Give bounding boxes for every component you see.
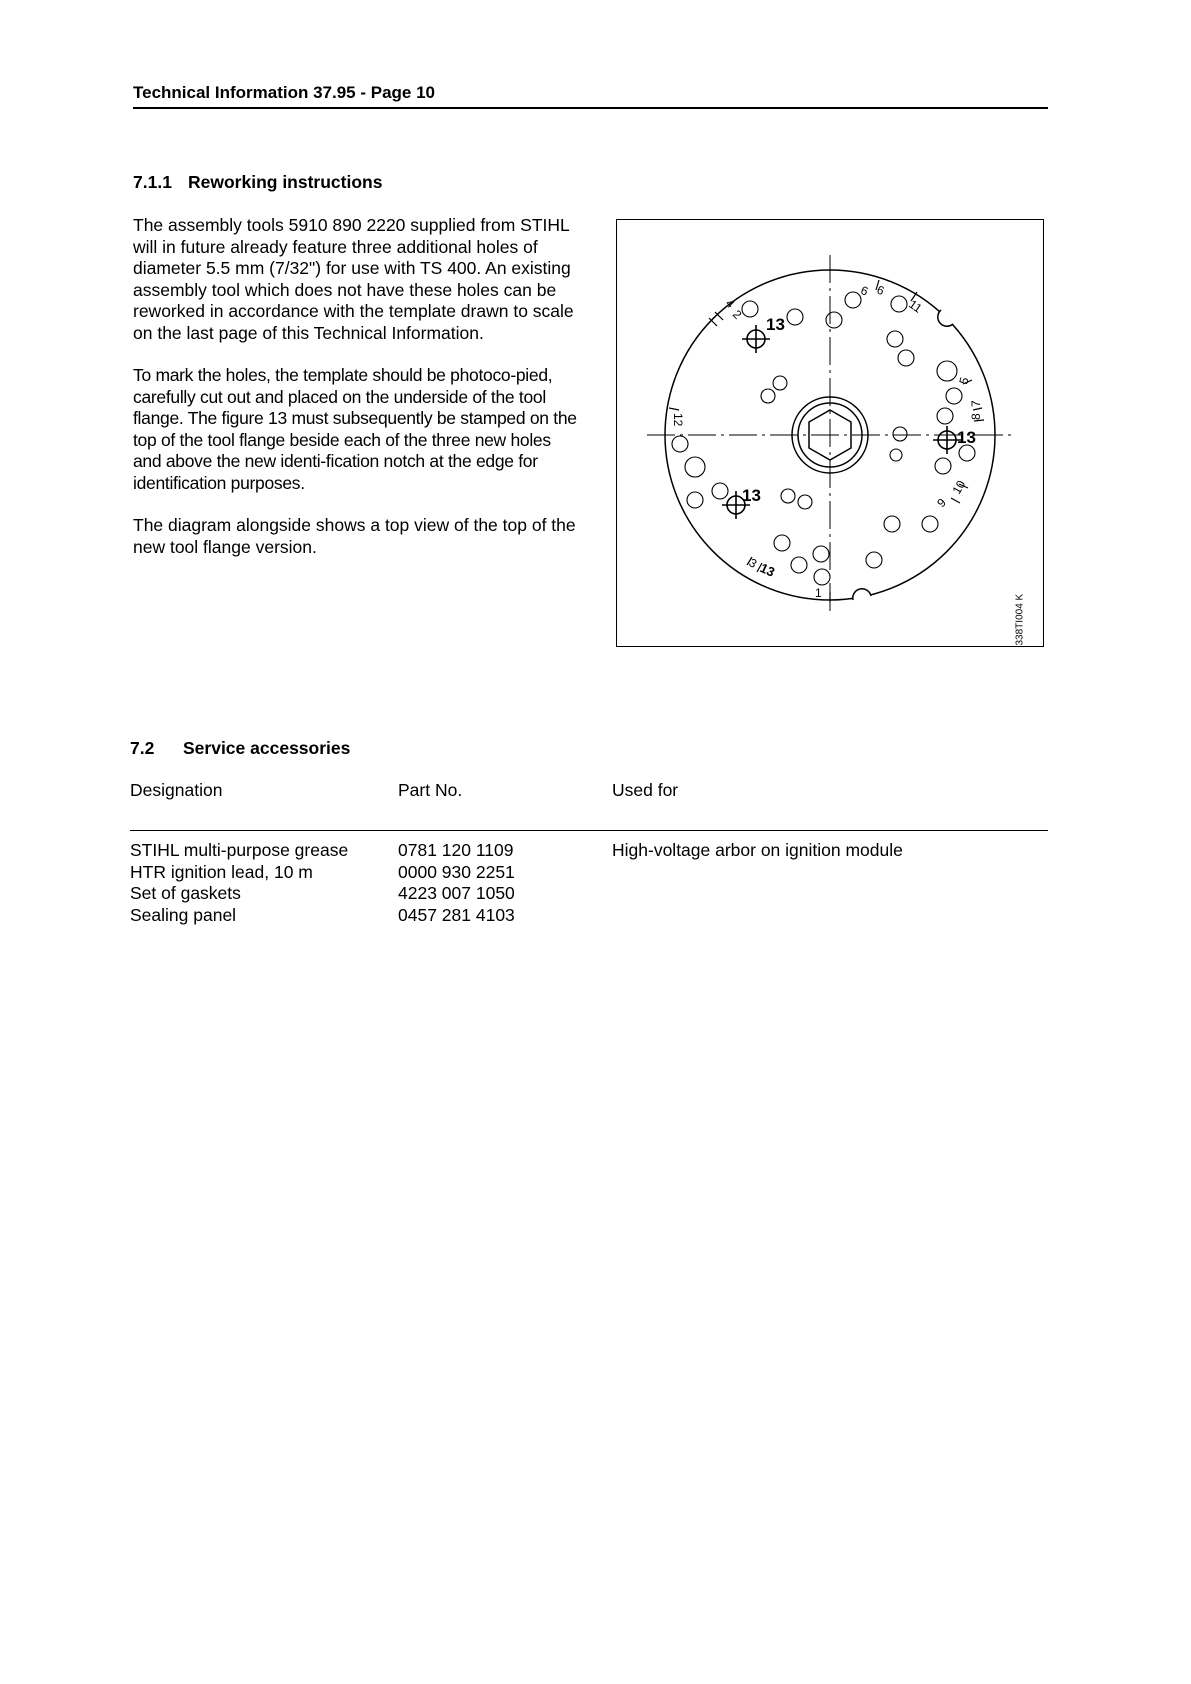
column-header-designation: Designation — [130, 780, 223, 800]
hole — [814, 569, 830, 585]
cell-part-no: 0000 930 2251 — [398, 861, 515, 882]
section-72-number: 7.2 — [130, 738, 155, 758]
cell-designation: STIHL multi-purpose grease — [130, 840, 349, 860]
label-7: 7 — [969, 400, 983, 407]
hole — [791, 557, 807, 573]
hole — [672, 436, 688, 452]
cell-designation: Set of gaskets — [130, 883, 241, 903]
hole — [761, 389, 775, 403]
table-row — [130, 840, 1048, 862]
marker-label-notch: 13 — [757, 560, 778, 580]
table-row — [130, 862, 1048, 884]
section-711-heading — [133, 172, 382, 193]
hole — [887, 331, 903, 347]
label-6: 6 — [874, 282, 887, 299]
label-11: 11 — [906, 296, 925, 316]
hole — [687, 492, 703, 508]
hole — [959, 445, 975, 461]
column-header-part-no: Part No. — [398, 780, 463, 800]
tool-flange-svg — [617, 220, 1045, 648]
hole — [712, 483, 728, 499]
label-3: 3 — [746, 555, 760, 571]
cell-used-for: High-voltage arbor on ignition module — [612, 840, 903, 860]
hole — [787, 309, 803, 325]
marker-label-bottom-left: 13 — [742, 486, 761, 505]
notch-bottom — [853, 589, 871, 600]
label-2: 2 — [729, 307, 745, 322]
hole — [891, 296, 907, 312]
marker-label-right: 13 — [957, 428, 976, 447]
hole — [937, 361, 957, 381]
cell-designation: HTR ignition lead, 10 m — [130, 861, 313, 882]
section-711-title: Reworking instructions — [188, 172, 383, 192]
label-9a: 9 — [934, 495, 949, 511]
cell-designation: Sealing panel — [130, 904, 237, 925]
hole — [781, 489, 795, 503]
label-1: 1 — [815, 586, 822, 600]
figure-code: 338TI004 K — [1014, 593, 1026, 646]
page-header — [133, 83, 1048, 109]
table-row — [130, 883, 1048, 905]
label-5: 5 — [956, 375, 972, 386]
section-72-heading — [130, 738, 350, 759]
table-row — [130, 905, 1048, 927]
label-8: 8 — [969, 413, 983, 420]
hole — [922, 516, 938, 532]
accessories-table-header — [130, 780, 1048, 831]
section-711-body — [133, 215, 583, 579]
cell-part-no: 4223 007 1050 — [398, 883, 515, 903]
hole — [866, 552, 882, 568]
paragraph-1: The assembly tools 5910 890 2220 supplied from STIHL will in future already feature three additional holes of diameter 5.5 mm (7/32") for use with TS 400. An existing assembly tool which does not have these holes can be reworked in accordance with the template drawn to scale on the last page of this Technical Information. — [133, 215, 574, 343]
hole — [774, 535, 790, 551]
label-12: 12 — [671, 413, 685, 427]
hole — [826, 312, 842, 328]
hole — [742, 301, 758, 317]
notch-top-right — [938, 310, 953, 326]
hole — [893, 427, 907, 441]
hole — [773, 376, 787, 390]
section-711-number: 7.1.1 — [133, 172, 172, 192]
accessories-table-body — [130, 840, 1048, 926]
hole — [813, 546, 829, 562]
marker-label-top-left: 13 — [766, 315, 785, 334]
hole — [685, 457, 705, 477]
hole — [898, 350, 914, 366]
cell-part-no: 0457 281 4103 — [398, 904, 515, 925]
hole — [845, 292, 861, 308]
label-9b: 9 — [858, 282, 871, 299]
hole — [946, 388, 962, 404]
hole — [798, 495, 812, 509]
paragraph-2: To mark the holes, the template should be photoco-pied, carefully cut out and placed on the underside of the tool flange. The figure 13 must subsequently be stamped on the top of the tool flange beside each of the three new holes and above the new identi-fication notch at the edge for identification purposes. — [133, 365, 577, 493]
page-header-title: Technical Information 37.95 - Page 10 — [133, 83, 436, 102]
hole — [884, 516, 900, 532]
column-header-used-for: Used for — [612, 780, 679, 800]
section-72-title: Service accessories — [183, 738, 351, 758]
hole — [935, 458, 951, 474]
hole — [937, 408, 953, 424]
cell-part-no: 0781 120 1109 — [398, 840, 514, 860]
hole — [890, 449, 902, 461]
paragraph-3: The diagram alongside shows a top view of the top of the new tool flange version. — [133, 515, 576, 557]
label-4: 4 — [722, 296, 738, 311]
label-10: 10 — [949, 477, 969, 497]
tool-flange-diagram — [616, 219, 1044, 647]
